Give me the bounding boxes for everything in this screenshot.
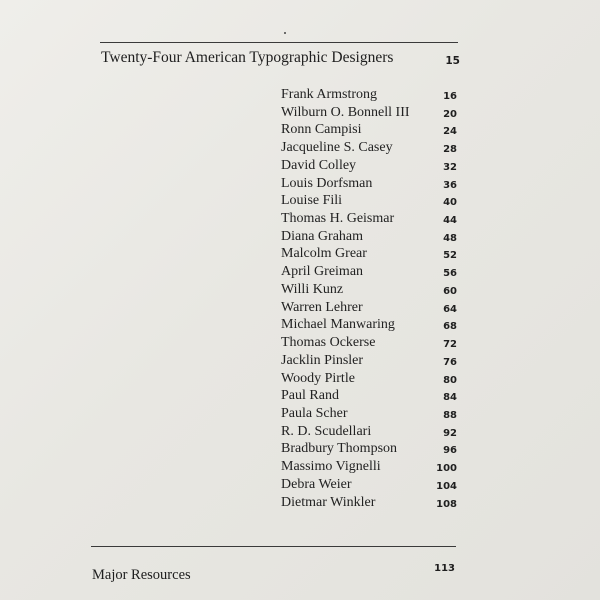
page-number: 40 [443,197,457,209]
page-number: 60 [443,285,457,297]
designer-name: Willi Kunz [281,281,344,297]
page-number: 24 [443,126,457,138]
list-item [281,229,461,247]
page-number: 68 [443,321,457,333]
top-divider [100,42,458,43]
designer-name: David Colley [281,157,357,173]
page-number: 44 [443,215,457,227]
list-item [281,406,461,424]
list-item [281,193,461,211]
designer-name: Jacqueline S. Casey [281,140,393,156]
list-item [281,176,461,194]
designer-name: Paul Rand [281,388,339,404]
page-number: 64 [443,303,457,315]
list-item [281,282,461,300]
page-number: 104 [436,480,457,492]
section-title: Twenty-Four American Typographic Designers [101,49,394,66]
page-number: 72 [443,339,457,351]
bottom-divider [91,546,456,547]
resources-page-number: 113 [434,563,455,574]
designer-name: Dietmar Winkler [281,494,376,510]
designer-name: Warren Lehrer [281,299,363,315]
designer-name: Michael Manwaring [281,317,395,333]
list-item [281,495,461,513]
designer-name: April Greiman [281,264,364,280]
page-number: 56 [443,268,457,280]
list-item [281,441,461,459]
designer-name: Bradbury Thompson [281,441,398,457]
list-item [281,317,461,335]
list-item [281,122,461,140]
page-number: 108 [436,498,457,510]
page-number: 76 [443,356,457,368]
list-item [281,140,461,158]
list-item [281,158,461,176]
designer-name: Wilburn O. Bonnell III [281,104,410,120]
section-page-number: 15 [445,55,460,67]
ink-speck [284,32,286,34]
page-number: 32 [443,161,457,173]
list-item [281,353,461,371]
designer-name: Debra Weier [281,476,352,492]
designer-name: Thomas Ockerse [281,335,376,351]
designer-name: Paula Scher [281,405,348,421]
designer-name: Louise Fili [281,193,343,209]
designer-name: Diana Graham [281,228,364,244]
list-item [281,459,461,477]
list-item [281,335,461,353]
list-item [281,105,461,123]
page-number: 88 [443,409,457,421]
designer-name: Jacklin Pinsler [281,352,364,368]
designer-name: Louis Dorfsman [281,175,373,191]
designer-name: Woody Pirtle [281,370,355,386]
list-item [281,264,461,282]
list-item [281,388,461,406]
page-number: 52 [443,250,457,262]
page-number: 92 [443,427,457,439]
designer-name: Malcolm Grear [281,246,367,262]
designer-name: Ronn Campisi [281,122,362,138]
cropped-previous-line [280,0,460,3]
designer-name: R. D. Scudellari [281,423,372,439]
designer-name: Massimo Vignelli [281,459,381,475]
resources-title: Major Resources [92,567,191,583]
designer-name: Thomas H. Geismar [281,211,395,227]
list-item [281,424,461,442]
page-number: 20 [443,108,457,120]
page-number: 100 [436,463,457,475]
page-number: 80 [443,374,457,386]
page-number: 28 [443,144,457,156]
list-item [281,246,461,264]
page-number: 96 [443,445,457,457]
list-item [281,300,461,318]
list-item [281,211,461,229]
designer-name: Frank Armstrong [281,87,378,102]
page-number: 48 [443,232,457,244]
designer-list [281,87,461,512]
page-number: 84 [443,392,457,404]
list-item [281,371,461,389]
page-number: 36 [443,179,457,191]
page-number: 16 [443,91,457,102]
list-item [281,87,461,105]
list-item [281,477,461,495]
